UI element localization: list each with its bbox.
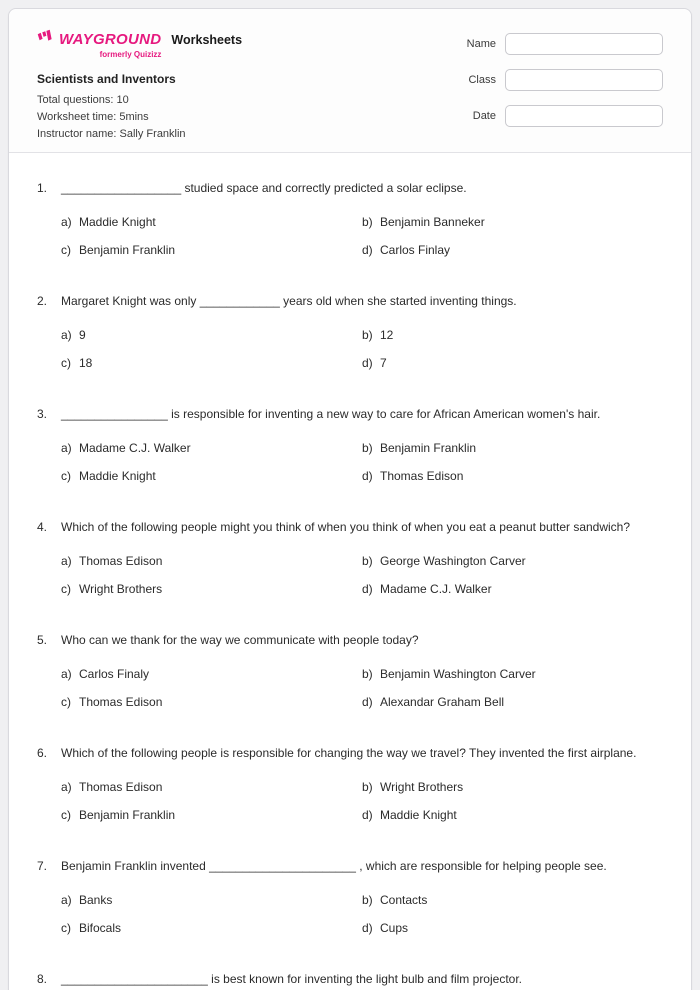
logo-subtitle: formerly Quizizz bbox=[99, 50, 162, 59]
option-letter: c) bbox=[61, 695, 71, 709]
option-letter: a) bbox=[61, 893, 72, 907]
option-text: Benjamin Franklin bbox=[79, 243, 176, 257]
question-text: ________________ is responsible for inventing a new way to care for African American women's hair. bbox=[61, 407, 601, 421]
option-text: Madame C.J. Walker bbox=[79, 441, 191, 455]
question-text: Margaret Knight was only ____________ years old when she started inventing things. bbox=[61, 294, 517, 308]
option-b bbox=[362, 441, 663, 456]
option-letter: a) bbox=[61, 667, 72, 681]
option-a bbox=[61, 667, 362, 682]
option-text: Thomas Edison bbox=[79, 554, 163, 568]
option-text: Benjamin Washington Carver bbox=[380, 667, 536, 681]
quiz-meta bbox=[37, 92, 242, 143]
options-grid bbox=[61, 215, 663, 258]
option-text: Benjamin Franklin bbox=[380, 441, 477, 455]
option-text: George Washington Carver bbox=[380, 554, 526, 568]
option-c bbox=[61, 469, 362, 484]
question-text: ______________________ is best known for inventing the light bulb and film projector. bbox=[61, 972, 522, 986]
option-letter: b) bbox=[362, 893, 373, 907]
option-text: Carlos Finaly bbox=[79, 667, 150, 681]
option-letter: b) bbox=[362, 215, 373, 229]
question-block bbox=[37, 407, 663, 484]
question-number: 6. bbox=[37, 746, 48, 760]
option-letter: d) bbox=[362, 921, 373, 935]
option-text: Thomas Edison bbox=[79, 780, 163, 794]
option-letter: d) bbox=[362, 243, 373, 257]
option-d bbox=[362, 695, 663, 710]
option-b bbox=[362, 554, 663, 569]
option-text: 7 bbox=[380, 356, 387, 370]
wayground-logo-icon bbox=[37, 29, 55, 49]
option-text: Thomas Edison bbox=[380, 469, 464, 483]
total-questions: Total questions: 10 bbox=[37, 94, 129, 106]
option-a bbox=[61, 780, 362, 795]
option-c bbox=[61, 808, 362, 823]
wayground-logo bbox=[37, 29, 161, 59]
option-b bbox=[362, 667, 663, 682]
option-letter: d) bbox=[362, 808, 373, 822]
options-grid bbox=[61, 554, 663, 597]
question-number: 2. bbox=[37, 294, 48, 308]
option-text: Maddie Knight bbox=[79, 469, 156, 483]
question-number: 4. bbox=[37, 520, 48, 534]
worksheet-time: Worksheet time: 5mins bbox=[37, 111, 149, 123]
name-field-row bbox=[467, 33, 663, 55]
option-text: 12 bbox=[380, 328, 394, 342]
option-text: Madame C.J. Walker bbox=[380, 582, 492, 596]
name-input[interactable] bbox=[505, 33, 663, 55]
class-field-row bbox=[467, 69, 663, 91]
option-d bbox=[362, 243, 663, 258]
option-letter: d) bbox=[362, 695, 373, 709]
option-letter: a) bbox=[61, 441, 72, 455]
option-text: 9 bbox=[79, 328, 86, 342]
option-text: Bifocals bbox=[79, 921, 122, 935]
option-d bbox=[362, 921, 663, 936]
option-text: Alexandar Graham Bell bbox=[380, 695, 505, 709]
class-label: Class bbox=[468, 74, 496, 86]
option-text: Carlos Finlay bbox=[380, 243, 451, 257]
option-text: Benjamin Franklin bbox=[79, 808, 176, 822]
option-b bbox=[362, 780, 663, 795]
question-block bbox=[37, 294, 663, 371]
option-b bbox=[362, 893, 663, 908]
student-fields bbox=[467, 29, 663, 134]
question-text: Which of the following people might you think of when you think of when you eat a peanut butter sandwich? bbox=[61, 520, 631, 534]
option-text: Cups bbox=[380, 921, 409, 935]
option-letter: d) bbox=[362, 582, 373, 596]
question-block bbox=[37, 181, 663, 258]
option-text: 18 bbox=[79, 356, 93, 370]
options-grid bbox=[61, 441, 663, 484]
question-text: Which of the following people is responsible for changing the way we travel? They invented the first airplane. bbox=[61, 746, 637, 760]
quiz-title: Scientists and Inventors bbox=[37, 72, 176, 86]
option-text: Thomas Edison bbox=[79, 695, 163, 709]
question-block bbox=[37, 520, 663, 597]
option-d bbox=[362, 582, 663, 597]
option-letter: c) bbox=[61, 582, 71, 596]
option-a bbox=[61, 215, 362, 230]
option-b bbox=[362, 215, 663, 230]
worksheet-header bbox=[9, 9, 691, 153]
option-c bbox=[61, 356, 362, 371]
question-block bbox=[37, 972, 663, 987]
option-b bbox=[362, 328, 663, 343]
date-input[interactable] bbox=[505, 105, 663, 127]
name-label: Name bbox=[466, 38, 496, 50]
options-grid bbox=[61, 780, 663, 823]
question-number: 1. bbox=[37, 181, 48, 195]
option-letter: a) bbox=[61, 780, 72, 794]
option-text: Wright Brothers bbox=[380, 780, 464, 794]
option-letter: a) bbox=[61, 554, 72, 568]
option-letter: b) bbox=[362, 554, 373, 568]
option-c bbox=[61, 243, 362, 258]
option-text: Benjamin Banneker bbox=[380, 215, 485, 229]
option-d bbox=[362, 356, 663, 371]
product-name: Worksheets bbox=[171, 33, 243, 47]
worksheet-card bbox=[8, 8, 692, 990]
questions-list bbox=[9, 153, 691, 990]
option-text: Maddie Knight bbox=[380, 808, 457, 822]
question-number: 5. bbox=[37, 633, 48, 647]
option-letter: b) bbox=[362, 667, 373, 681]
option-letter: c) bbox=[61, 469, 71, 483]
option-text: Banks bbox=[79, 893, 113, 907]
option-letter: d) bbox=[362, 356, 373, 370]
option-letter: c) bbox=[61, 808, 71, 822]
brand-row bbox=[37, 29, 242, 59]
question-block bbox=[37, 633, 663, 710]
option-letter: d) bbox=[362, 469, 373, 483]
option-a bbox=[61, 554, 362, 569]
option-letter: a) bbox=[61, 328, 72, 342]
option-text: Contacts bbox=[380, 893, 428, 907]
options-grid bbox=[61, 328, 663, 371]
option-a bbox=[61, 328, 362, 343]
question-number: 8. bbox=[37, 972, 48, 986]
option-text: Maddie Knight bbox=[79, 215, 156, 229]
question-block bbox=[37, 859, 663, 936]
option-letter: c) bbox=[61, 921, 71, 935]
option-c bbox=[61, 582, 362, 597]
option-c bbox=[61, 695, 362, 710]
options-grid bbox=[61, 893, 663, 936]
option-letter: b) bbox=[362, 328, 373, 342]
question-text: Who can we thank for the way we communicate with people today? bbox=[61, 633, 419, 647]
logo-wordmark: WAYGROUND bbox=[59, 30, 162, 48]
question-block bbox=[37, 746, 663, 823]
question-text: Benjamin Franklin invented ______________________ , which are responsible for helping people see. bbox=[61, 859, 607, 873]
date-field-row bbox=[467, 105, 663, 127]
options-grid bbox=[61, 667, 663, 710]
question-number: 3. bbox=[37, 407, 48, 421]
option-text: Wright Brothers bbox=[79, 582, 163, 596]
date-label: Date bbox=[472, 110, 496, 122]
instructor-name: Instructor name: Sally Franklin bbox=[37, 128, 186, 140]
question-text: __________________ studied space and correctly predicted a solar eclipse. bbox=[61, 181, 467, 195]
option-c bbox=[61, 921, 362, 936]
header-left bbox=[37, 29, 243, 140]
question-number: 7. bbox=[37, 859, 48, 873]
class-input[interactable] bbox=[505, 69, 663, 91]
option-letter: b) bbox=[362, 441, 373, 455]
option-d bbox=[362, 808, 663, 823]
option-a bbox=[61, 893, 362, 908]
option-a bbox=[61, 441, 362, 456]
option-letter: c) bbox=[61, 243, 71, 257]
quiz-info bbox=[37, 72, 242, 143]
option-letter: c) bbox=[61, 356, 71, 370]
option-letter: b) bbox=[362, 780, 373, 794]
option-d bbox=[362, 469, 663, 484]
option-letter: a) bbox=[61, 215, 72, 229]
